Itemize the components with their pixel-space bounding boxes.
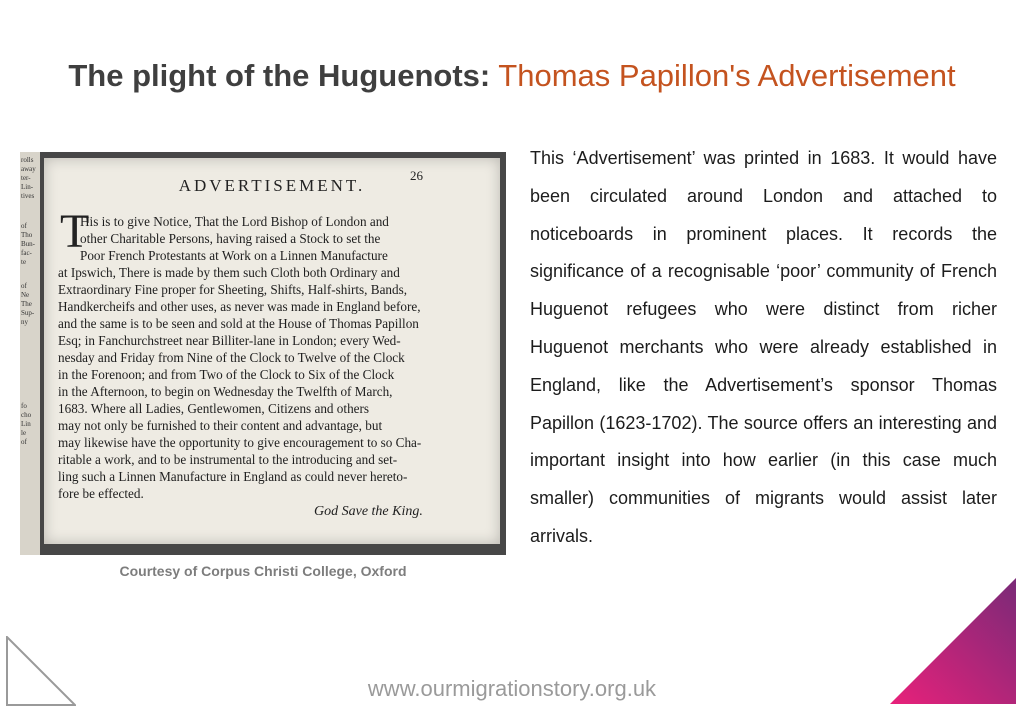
- slide-title: [0, 56, 1024, 96]
- margin-fragment: cho: [21, 411, 32, 419]
- margin-fragment: te: [21, 258, 27, 266]
- margin-fragment: Bun-: [21, 240, 35, 248]
- margin-fragment: Lin: [21, 420, 31, 428]
- advertisement-line: 1683. Where all Ladies, Gentlewomen, Citizens and others: [58, 401, 370, 416]
- advertisement-line: His is to give Notice, That the Lord Bishop of London and: [80, 214, 389, 229]
- advertisement-line: in the Afternoon, to begin on Wednesday the Twelfth of March,: [58, 384, 393, 399]
- margin-fragment: ny: [21, 318, 28, 326]
- margin-fragment: away: [21, 165, 36, 173]
- advertisement-line: ling such a Linnen Manufacture in England as could never hereto-: [58, 469, 408, 484]
- margin-fragment: Ne: [21, 291, 30, 299]
- margin-fragment: rolls: [21, 156, 34, 164]
- corner-triangle-gradient: [890, 578, 1016, 704]
- advertisement-line: and the same is to be seen and sold at the House of Thomas Papillon: [58, 316, 419, 331]
- image-left-margin: [20, 152, 40, 555]
- advertisement-line: Extraordinary Fine proper for Sheeting, Shifts, Half-shirts, Bands,: [58, 282, 408, 297]
- advertisement-signature: God Save the King.: [314, 504, 423, 519]
- title-highlight: Thomas Papillon's Advertisement: [498, 58, 956, 93]
- margin-fragment: fac-: [21, 249, 32, 257]
- advertisement-line: nesday and Friday from Nine of the Clock to Twelve of the Clock: [58, 350, 405, 365]
- advertisement-line: fore be effected.: [58, 486, 144, 501]
- advertisement-line: Esq; in Fanchurchstreet near Billiter-lane in London; every Wed-: [58, 333, 401, 348]
- advertisement-paper: [44, 158, 500, 544]
- margin-fragment: ter-: [21, 174, 31, 182]
- advertisement-image: [20, 152, 506, 555]
- margin-fragment: tives: [21, 192, 35, 200]
- margin-fragment: of: [21, 282, 27, 290]
- advertisement-line: Handkercheifs and other uses, as never was made in England before,: [58, 299, 421, 314]
- advertisement-line: Poor French Protestants at Work on a Linnen Manufacture: [80, 248, 388, 263]
- page-number: 26: [410, 168, 423, 183]
- body-paragraph: This ‘Advertisement’ was printed in 1683. It would have been circulated around London and attached to noticeboards in prominent places. It records the significance of a recognisable ‘poor’ community of French Huguenot refugees who were distinct from richer Huguenot merchants who were already established in England, like the Advertisement’s sponsor Thomas Papillon (1623-1702). The source offers an interesting and important insight into how earlier (in this case much smaller) communities of migrants would assist later arrivals.: [530, 148, 997, 546]
- advertisement-line: may not only be furnished to their content and advantage, but: [58, 418, 383, 433]
- title-prefix: The plight of the Huguenots:: [68, 58, 491, 93]
- margin-fragment: of: [21, 438, 27, 446]
- margin-fragment: of: [21, 222, 27, 230]
- margin-fragment: Sup-: [21, 309, 35, 317]
- advertisement-line: in the Forenoon; and from Two of the Clock to Six of the Clock: [58, 367, 395, 382]
- margin-fragment: Lin-: [21, 183, 34, 191]
- drop-cap: T: [60, 205, 90, 258]
- margin-fragment: The: [21, 300, 32, 308]
- footer-url: www.ourmigrationstory.org.uk: [367, 676, 657, 701]
- advertisement-line: at Ipswich, There is made by them such Cloth both Ordinary and: [58, 265, 400, 280]
- advertisement-line: ritable a work, and to be instrumental to the introducing and set-: [58, 452, 398, 467]
- margin-fragment: fo: [21, 402, 27, 410]
- margin-fragment: le: [21, 429, 27, 437]
- corner-triangle-outline: [6, 636, 76, 706]
- image-caption: Courtesy of Corpus Christi College, Oxford: [119, 563, 407, 579]
- advertisement-line: may likewise have the opportunity to give encouragement to so Cha-: [58, 435, 422, 450]
- advertisement-line: other Charitable Persons, having raised a Stock to set the: [80, 231, 381, 246]
- advertisement-header: ADVERTISEMENT.: [178, 176, 366, 195]
- margin-fragment: Tho: [21, 231, 33, 239]
